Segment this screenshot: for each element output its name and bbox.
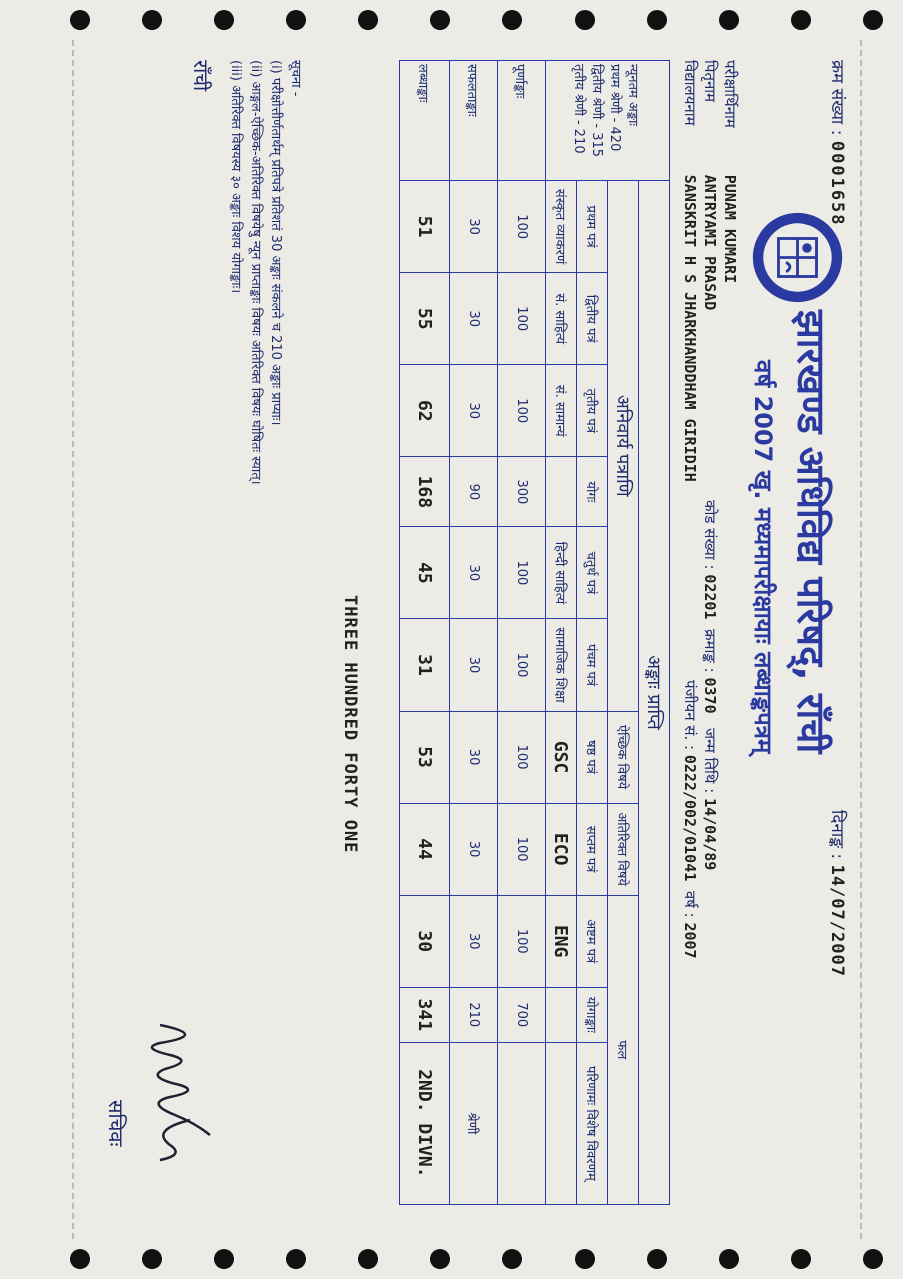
father-value: ANTRYAMI PRASAD	[701, 174, 719, 311]
subject-cell	[546, 987, 577, 1042]
compulsory-heading: अनिवार्य पत्राणि	[608, 181, 639, 711]
full-mark-cell: 100	[498, 181, 546, 273]
obtained-cell: 51	[400, 181, 450, 273]
obtained-cell: 168	[400, 457, 450, 527]
issue-date: दिनाङ्क : 14/07/2007	[827, 810, 847, 977]
place-name: राँची	[189, 60, 213, 92]
full-mark-cell: 100	[498, 711, 546, 803]
pass-mark-cell: 30	[450, 711, 498, 803]
secretary-label: सचिवः	[104, 1100, 128, 1147]
subject-cell: सामाजिक शिक्षा	[546, 619, 577, 711]
rotated-content	[60, 60, 860, 1210]
serial-number: क्रम संख्या : 0001658	[827, 60, 847, 227]
division-first: प्रथम श्रेणी - 420	[607, 64, 623, 152]
pass-marks-label: सफलताङ्काः	[450, 61, 498, 181]
secretary-signature	[130, 1020, 220, 1170]
paper-label: सप्तम पत्रं	[577, 803, 608, 895]
pass-mark-cell: 210	[450, 987, 498, 1042]
pass-marks-row	[450, 61, 498, 1205]
reg-label: पंजीयन सं. :	[681, 680, 699, 751]
obtained-marks-row	[400, 61, 450, 1205]
full-marks-label: पूर्णाङ्काः	[498, 61, 546, 181]
note-item: (ii) आङ्गल-ऐच्छिक-अतिरिक्त विषयेषु न्यून प्राप्ताङ्काः विषयः अतिरिक्त विषयः घोषितः स्यात्।	[248, 60, 263, 485]
total-in-words: THREE HUNDRED FORTY ONE	[340, 595, 360, 854]
subject-cell: सं. साहित्यं	[546, 273, 577, 365]
full-mark-cell: 300	[498, 457, 546, 527]
subject-cell: GSC	[546, 711, 577, 803]
paper-label: योगः	[577, 457, 608, 527]
obtained-cell: 30	[400, 895, 450, 987]
obtained-cell: 341	[400, 987, 450, 1042]
min-marks-label: न्यूनतम अङ्काः	[625, 64, 641, 127]
pass-mark-cell: 30	[450, 619, 498, 711]
notes-section	[225, 60, 305, 485]
code-value: 02201	[701, 574, 719, 620]
name-value: PUNAM KUMARI	[721, 174, 739, 284]
student-details	[680, 60, 740, 959]
board-title: झारखण्ड अधिविद्य परिषद्, राँची	[789, 310, 833, 754]
tractor-holes-bottom	[70, 1239, 883, 1279]
school-value: SANSKRIT H S JHARKHANDDHAM GIRIDIH	[681, 174, 699, 482]
paper-label: षष्ठ पत्रं	[577, 711, 608, 803]
full-mark-cell: 700	[498, 987, 546, 1042]
subject-cell	[546, 1042, 577, 1204]
pass-mark-cell: 30	[450, 273, 498, 365]
pass-mark-cell: 30	[450, 895, 498, 987]
full-mark-cell: 100	[498, 619, 546, 711]
subject-cell: सं. सामान्यं	[546, 365, 577, 457]
full-marks-row	[498, 61, 546, 1205]
paper-label: तृतीय पत्रं	[577, 365, 608, 457]
paper-label: अष्टम पत्रं	[577, 895, 608, 987]
pass-mark-cell: श्रेणी	[450, 1042, 498, 1204]
roll-value: 0370	[701, 677, 719, 714]
subject-cell: ENG	[546, 895, 577, 987]
code-label: कोड संख्या :	[701, 500, 719, 570]
notes-title: सूचना -	[288, 60, 303, 97]
subject-cell	[546, 457, 577, 527]
paper-label: द्वितीय पत्रं	[577, 273, 608, 365]
pass-mark-cell: 30	[450, 803, 498, 895]
division-third: तृतीय श्रेणी - 210	[571, 64, 587, 154]
marks-heading: अङ्काः प्राप्ति	[639, 181, 670, 1205]
full-mark-cell	[498, 1042, 546, 1204]
roll-label: क्रमाङ्क :	[701, 629, 719, 673]
paper-label: प्रथम पत्रं	[577, 181, 608, 273]
obtained-label: लब्धाङ्काः	[400, 61, 450, 181]
subject-cell: ECO	[546, 803, 577, 895]
note-item: (i) परीक्षोत्तीर्णतार्थम् प्रतिपत्रे प्रतिशतं 30 अङ्काः संकलने च 210 अङ्काः प्राप्याः।	[268, 60, 283, 426]
full-mark-cell: 100	[498, 365, 546, 457]
paper-label: योगाङ्काः	[577, 987, 608, 1042]
obtained-cell: 53	[400, 711, 450, 803]
full-mark-cell: 100	[498, 273, 546, 365]
obtained-cell: 31	[400, 619, 450, 711]
dob-value: 14/04/89	[701, 798, 719, 871]
paper-label: चतुर्थ पत्रं	[577, 527, 608, 619]
full-mark-cell: 100	[498, 803, 546, 895]
name-label: परीक्षार्थिनाम	[721, 60, 739, 128]
full-mark-cell: 100	[498, 895, 546, 987]
result-division: 2ND. DIVN.	[400, 1042, 450, 1204]
pass-mark-cell: 30	[450, 365, 498, 457]
year-value: 2007	[681, 922, 699, 959]
additional-heading: अतिरिक्त विषये	[608, 803, 639, 895]
note-item: (iii) अतिरिक्त विषयस्य ३० अङ्काः विशय योगाङ्काः।	[228, 60, 243, 294]
board-seal-logo	[750, 210, 845, 305]
pass-mark-cell: 30	[450, 181, 498, 273]
dob-label: जन्म तिथि :	[701, 727, 719, 794]
pass-mark-cell: 90	[450, 457, 498, 527]
marks-table	[399, 60, 670, 1205]
tractor-holes-top	[70, 0, 883, 40]
paper-label-row	[577, 61, 608, 1205]
exam-title: वर्ष 2007 खृ. मध्यमापरीक्षायाः लब्धाङ्कपत्रम्	[749, 360, 777, 754]
paper-label: परिणामः विशेष विवरणम्	[577, 1042, 608, 1204]
perforation-line	[860, 40, 864, 1239]
min-marks-cell	[546, 61, 670, 181]
reg-value: 0222/002/01041	[681, 754, 699, 882]
obtained-cell: 44	[400, 803, 450, 895]
school-label: विद्यालयनाम	[681, 60, 699, 126]
father-label: पितृनाम	[701, 60, 719, 103]
year-label: वर्ष :	[681, 890, 699, 918]
division-second: द्वितीय श्रेणी - 315	[589, 64, 605, 158]
subject-cell: हिन्दी साहित्यं	[546, 527, 577, 619]
paper-label: पंचम पत्रं	[577, 619, 608, 711]
obtained-cell: 45	[400, 527, 450, 619]
subject-cell: संस्कृत व्याकरणं	[546, 181, 577, 273]
subject-row	[546, 61, 577, 1205]
pass-mark-cell: 30	[450, 527, 498, 619]
obtained-cell: 55	[400, 273, 450, 365]
full-mark-cell: 100	[498, 527, 546, 619]
result-heading: फल	[608, 895, 639, 1204]
obtained-cell: 62	[400, 365, 450, 457]
optional-heading: ऐच्छिक विषये	[608, 711, 639, 803]
